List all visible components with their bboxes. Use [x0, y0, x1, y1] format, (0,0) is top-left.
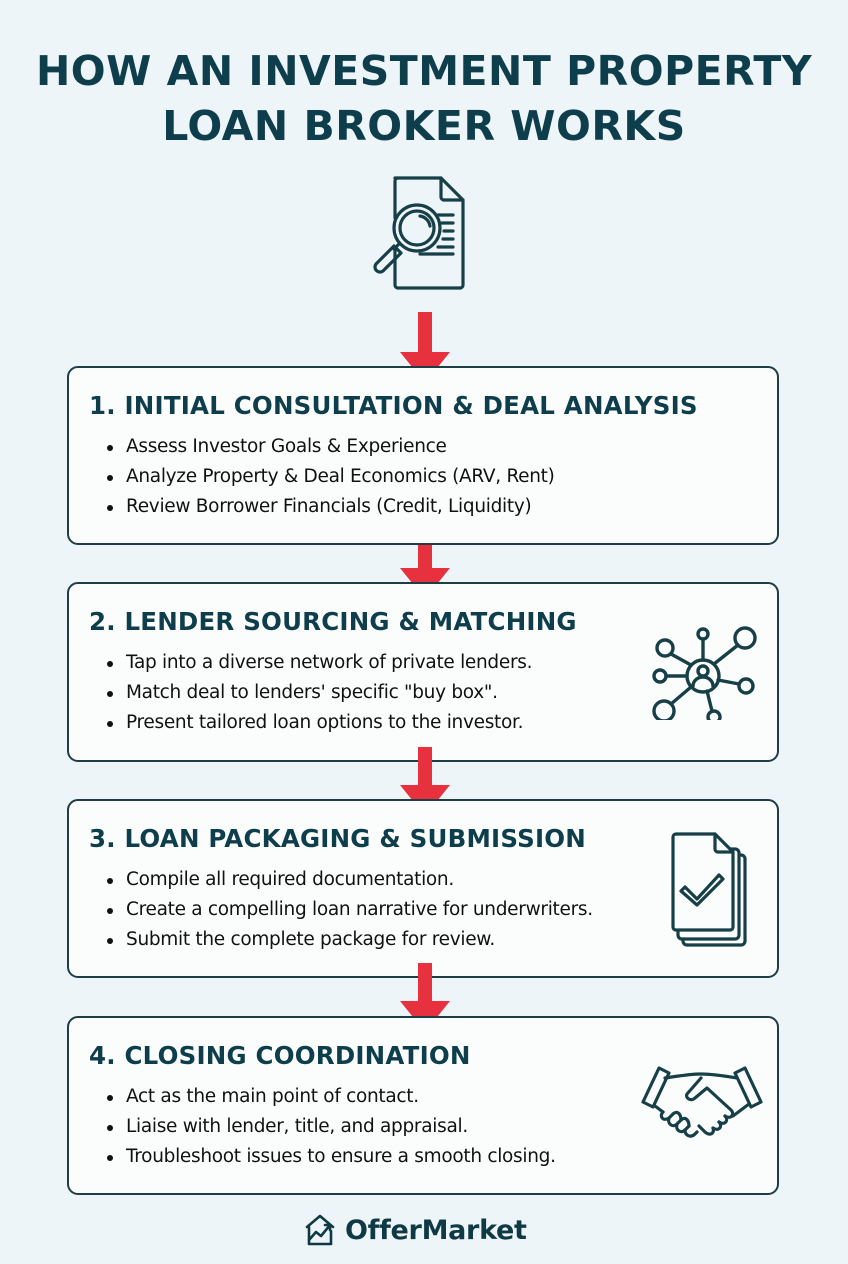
- bullet-item: Match deal to lenders' specific "buy box".: [105, 678, 532, 708]
- bullet-item: Review Borrower Financials (Credit, Liquidity): [105, 492, 555, 522]
- page-title: [0, 44, 848, 154]
- bullet-item: Tap into a diverse network of private lenders.: [105, 648, 532, 678]
- offermarket-logo[interactable]: [303, 1210, 527, 1250]
- step-card-2: [67, 582, 779, 762]
- bullet-item: Act as the main point of contact.: [105, 1082, 556, 1112]
- step-title: 3. LOAN PACKAGING & SUBMISSION: [89, 824, 586, 853]
- bullet-item: Assess Investor Goals & Experience: [105, 432, 555, 462]
- documents-checkmark-icon: [669, 831, 765, 949]
- handshake-icon: [639, 1064, 765, 1148]
- logo-text: OfferMarket: [345, 1214, 527, 1246]
- bullet-item: Analyze Property & Deal Economics (ARV, Rent): [105, 462, 555, 492]
- document-magnifier-icon: [350, 170, 480, 295]
- house-chart-icon: [303, 1213, 337, 1247]
- bullet-item: Present tailored loan options to the investor.: [105, 708, 532, 738]
- step-title: 1. INITIAL CONSULTATION & DEAL ANALYSIS: [89, 391, 698, 420]
- bullet-item: Troubleshoot issues to ensure a smooth closing.: [105, 1142, 556, 1172]
- step-bullets: [105, 432, 555, 522]
- network-person-icon: [647, 620, 759, 720]
- bullet-item: Submit the complete package for review.: [105, 925, 593, 955]
- title-line-1: HOW AN INVESTMENT PROPERTY: [35, 47, 813, 95]
- step-card-3: [67, 799, 779, 978]
- step-bullets: [105, 1082, 556, 1172]
- step-title: 4. CLOSING COORDINATION: [89, 1041, 471, 1070]
- bullet-item: Create a compelling loan narrative for underwriters.: [105, 895, 593, 925]
- step-bullets: [105, 865, 593, 955]
- bullet-item: Liaise with lender, title, and appraisal.: [105, 1112, 556, 1142]
- step-card-4: [67, 1016, 779, 1195]
- step-card-1: [67, 366, 779, 545]
- bullet-item: Compile all required documentation.: [105, 865, 593, 895]
- step-bullets: [105, 648, 532, 738]
- title-line-2: LOAN BROKER WORKS: [162, 102, 686, 150]
- step-title: 2. LENDER SOURCING & MATCHING: [89, 607, 577, 636]
